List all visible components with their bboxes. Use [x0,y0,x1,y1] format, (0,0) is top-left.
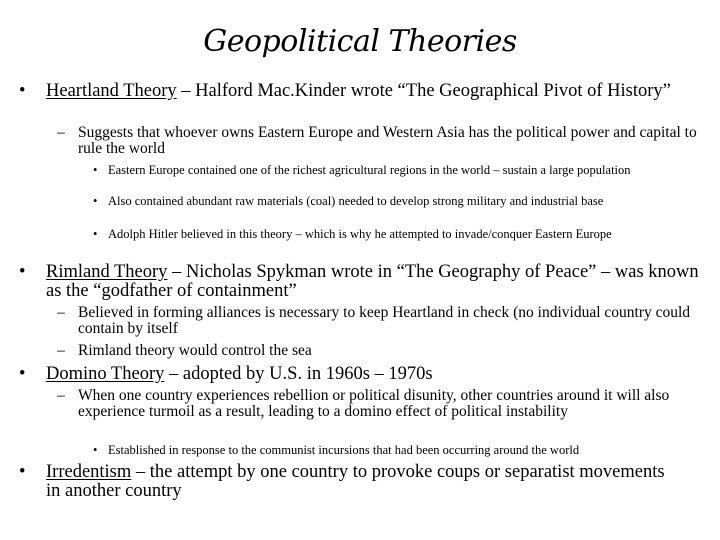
bullet-icon: • [19,262,26,282]
bullet-icon: • [19,462,26,482]
dash-icon: – [57,387,65,404]
bullet-icon: • [93,194,98,208]
heartland-subsub-1 [93,163,698,177]
bullet-icon: • [19,81,26,101]
heartland-subsub-3 [93,227,698,241]
irredentism-text: – the attempt by one country to provoke coups or separatist movements in another country [46,462,665,501]
rimland-sub-1-text: Believed in forming alliances is necessary to keep Heartland in check (no individual country could contain by itself [78,304,691,337]
bullet-icon: • [19,364,26,384]
heartland-sub-text: Suggests that whoever owns Eastern Europe and Western Asia has the political power and capital to rule the world [78,124,697,157]
rimland-sub-2-text: Rimland theory would control the sea [78,342,312,359]
dash-icon: – [57,342,65,359]
domino-sub-text: When one country experiences rebellion or political disunity, other countries around it will also experience turmoil as a result, leading to a domino effect of political instability [78,387,670,420]
heartland-subsub-2 [93,194,698,208]
domino-sub [57,387,706,420]
heartland-subsub-1-text: Eastern Europe contained one of the richest agricultural regions in the world – sustain a large population [108,163,631,177]
term-rimland: Rimland Theory [46,262,168,282]
heartland-subsub-2-text: Also contained abundant raw materials (coal) needed to develop strong military and industrial base [108,194,604,208]
bullet-rimland [19,262,710,301]
bullet-icon: • [93,163,98,177]
dash-icon: – [57,304,65,321]
heartland-text: – Halford Mac.Kinder wrote “The Geographical Pivot of History” [176,81,671,101]
bullet-heartland [19,81,686,101]
domino-text: – adopted by U.S. in 1960s – 1970s [164,364,433,384]
domino-subsub [93,443,708,457]
rimland-sub-2 [57,342,703,359]
bullet-icon: • [93,443,98,457]
slide-title: Geopolitical Theories [203,24,517,59]
bullet-domino [19,364,696,384]
term-irredentism: Irredentism [46,462,132,482]
term-domino: Domino Theory [46,364,165,384]
domino-subsub-text: Established in response to the communist incursions that had been occurring around the world [108,443,580,457]
heartland-sub [57,124,703,157]
dash-icon: – [57,124,65,141]
rimland-text: – Nicholas Spykman wrote in “The Geography of Peace” – was known as the “godfather of containment” [46,262,699,301]
term-heartland: Heartland Theory [46,81,177,101]
bullet-irredentism [19,462,666,501]
heartland-subsub-3-text: Adolph Hitler believed in this theory – which is why he attempted to invade/conquer Eastern Europe [108,227,612,241]
bullet-icon: • [93,227,98,241]
rimland-sub-1 [57,304,703,337]
